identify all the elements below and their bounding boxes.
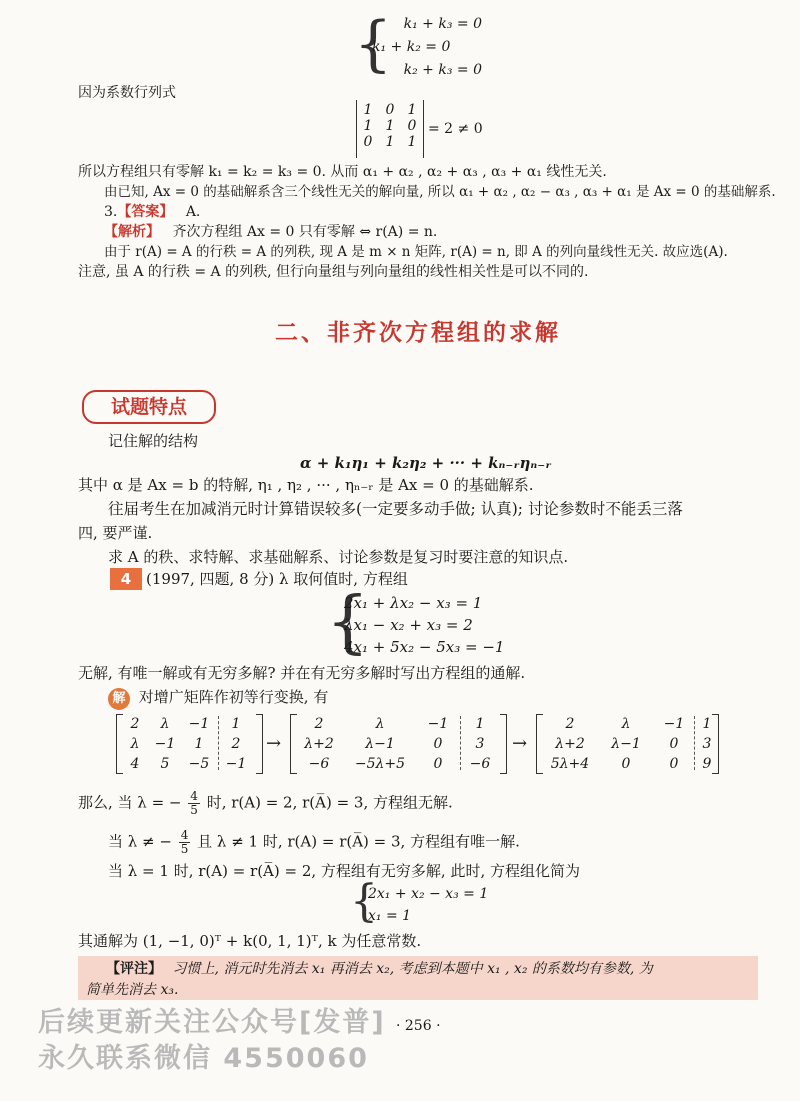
- case-1-suffix: 时, r(A) = 2, r(A̅) = 3, 方程组无解.: [206, 793, 453, 812]
- case-1: [78, 790, 453, 817]
- determinant-result: = 2 ≠ 0: [428, 121, 483, 137]
- solution-icon: 解: [108, 688, 130, 710]
- m3-cell: 3: [702, 736, 712, 752]
- page-number: · 256 ·: [396, 1018, 441, 1034]
- matrix-3: [536, 714, 720, 776]
- top-system-row-2: [372, 37, 482, 57]
- det-cell: 0: [407, 118, 417, 134]
- m1-cell: 5: [160, 756, 170, 772]
- note-box: [78, 956, 758, 1000]
- row-op-arrow-2: →: [512, 733, 528, 754]
- watermark-line-2: 永久联系微信 4550060: [38, 1043, 369, 1074]
- watermark-line-1: 后续更新关注公众号[发普]: [38, 1007, 386, 1038]
- matrix-2-augment-line: [460, 716, 461, 770]
- m2-cell: 0: [433, 756, 443, 772]
- feat-line-3: 往届考生在加减消元时计算错误较多(一定要多动手做; 认真); 讨论参数时不能丢三落: [108, 500, 683, 518]
- q4-after: 无解, 有唯一解或有无穷多解? 并在有无穷多解时写出方程组的通解.: [78, 664, 526, 682]
- det-cell: 1: [363, 118, 373, 134]
- fraction-denominator: 5: [190, 803, 198, 817]
- det-cell: 1: [385, 118, 395, 134]
- matrix-1-augment-line: [218, 716, 219, 770]
- m1-cell: 1: [231, 716, 241, 732]
- matrix-2-grid: [296, 714, 502, 774]
- answer-tag: 【答案】: [117, 204, 174, 220]
- m3-cell: 0: [669, 756, 679, 772]
- m1-cell: λ: [160, 716, 170, 732]
- solution-text: 对增广矩阵作初等行变换, 有: [138, 688, 329, 706]
- q3-analysis: [104, 222, 437, 242]
- analysis-text: 齐次方程组 Ax = 0 只有零解 ⇔ r(A) = n.: [172, 224, 438, 240]
- m2-cell: 3: [475, 736, 485, 752]
- m1-cell: 4: [130, 756, 140, 772]
- m3-cell: 0: [621, 756, 631, 772]
- q4-eq-3: 4x₁ + 5x₂ − 5x₃ = −1: [344, 638, 505, 656]
- q3-line-2: 由于 r(A) = A 的行秩 = A 的列秩, 现 A 是 m × n 矩阵, r(A) = n, 即 A 的列向量线性无关. 故应选(A).: [104, 244, 728, 260]
- fraction-denominator: 5: [180, 842, 189, 856]
- m1-cell: −5: [188, 756, 210, 772]
- m3-cell: λ+2: [555, 736, 585, 752]
- m3-cell: 9: [702, 756, 712, 772]
- case-3: 当 λ = 1 时, r(A) = r(A̅) = 2, 方程组有无穷多解, 此时, 方程组化简为: [108, 862, 581, 880]
- q3-line-3: 注意, 虽 A 的行秩 = A 的列秩, 但行向量组与列向量组的线性相关性是可以不同的.: [78, 264, 589, 280]
- determinant: [356, 100, 424, 158]
- feature-tag-label: 试题特点: [110, 396, 187, 418]
- q4-eq-2: λx₁ − x₂ + x₃ = 2: [344, 616, 473, 634]
- feat-line-2: 其中 α 是 Ax = b 的特解, η₁ , η₂ , ··· , ηₙ₋ᵣ 是 Ax = 0 的基础解系.: [78, 476, 534, 494]
- note-tag: 【评注】: [106, 961, 162, 977]
- m1-cell: −1: [188, 716, 210, 732]
- q4-eq-1: 2x₁ + λx₂ − x₃ = 1: [344, 594, 483, 612]
- top-system-row-3: [372, 60, 482, 80]
- m2-cell: 2: [314, 716, 324, 732]
- answer-value: A.: [185, 204, 201, 220]
- top-system-brace: {: [354, 9, 393, 79]
- matrix-2-right-bracket: [500, 714, 507, 774]
- question-number: 4: [120, 570, 132, 588]
- general-solution: 其通解为 (1, −1, 0)ᵀ + k(0, 1, 1)ᵀ, k 为任意常数.: [78, 932, 422, 950]
- q3-answer: [104, 202, 200, 222]
- line-zero-solution: 所以方程组只有零解 k₁ = k₂ = k₃ = 0. 从而 α₁ + α₂ , α₂ + α₃ , α₃ + α₁ 线性无关.: [78, 164, 607, 180]
- case-1-prefix: 那么, 当 λ = −: [78, 793, 182, 812]
- det-cell: 0: [363, 134, 373, 150]
- feat-formula: α + k₁η₁ + k₂η₂ + ··· + kₙ₋ᵣηₙ₋ᵣ: [300, 454, 552, 472]
- matrix-3-right-bracket: [712, 714, 719, 774]
- section-title: 二、非齐次方程组的求解: [275, 320, 561, 346]
- m3-cell: λ: [621, 716, 631, 732]
- det-cell: 1: [407, 102, 417, 118]
- feat-line-5: 求 A 的秩、求特解、求基础解系、讨论参数是复习时要注意的知识点.: [108, 548, 569, 566]
- m3-cell: 0: [669, 736, 679, 752]
- top-system-row-1: [372, 14, 482, 34]
- reduced-system-brace: {: [350, 876, 378, 927]
- q4-system-brace: {: [326, 583, 370, 662]
- top-system-eq3: k₂ + k₃ = 0: [403, 62, 482, 78]
- m3-cell: λ−1: [611, 736, 641, 752]
- m1-cell: 2: [130, 716, 140, 732]
- m2-cell: 0: [433, 736, 443, 752]
- case-2-fraction: [179, 829, 191, 856]
- m1-cell: −1: [225, 756, 247, 772]
- reduced-eq-1: 2x₁ + x₂ − x₃ = 1: [368, 886, 489, 902]
- det-cell: 1: [407, 134, 417, 150]
- case-2-suffix: 且 λ ≠ 1 时, r(A) = r(A̅) = 3, 方程组有唯一解.: [197, 832, 520, 851]
- feat-line-4: 四, 要严谨.: [78, 524, 153, 542]
- solution-intro: [108, 686, 328, 710]
- det-cell: 0: [385, 102, 395, 118]
- m1-cell: 1: [194, 736, 204, 752]
- m2-cell: λ: [375, 716, 385, 732]
- q3-number: 3.: [104, 204, 118, 220]
- m1-cell: −1: [154, 736, 176, 752]
- analysis-tag: 【解析】: [104, 224, 160, 240]
- m1-cell: λ: [130, 736, 140, 752]
- q4-text: (1997, 四题, 8 分) λ 取何值时, 方程组: [146, 570, 408, 588]
- matrix-1: [116, 714, 264, 776]
- m3-cell: 1: [702, 716, 712, 732]
- det-cell: 1: [363, 102, 373, 118]
- para-determinant-intro: 因为系数行列式: [78, 85, 176, 101]
- case-1-fraction: [188, 790, 200, 817]
- feature-tag: [82, 390, 216, 424]
- note-line-2: 简单先消去 x₃.: [86, 982, 179, 998]
- m2-cell: −5λ+5: [354, 756, 406, 772]
- row-op-arrow-1: →: [266, 733, 282, 754]
- m2-cell: λ+2: [304, 736, 334, 752]
- m3-cell: 5λ+4: [550, 756, 590, 772]
- m2-cell: −1: [427, 716, 449, 732]
- determinant-grid: [357, 100, 423, 150]
- m2-cell: 1: [475, 716, 485, 732]
- question-number-badge: [110, 568, 142, 590]
- matrix-1-right-bracket: [256, 714, 263, 774]
- fraction-numerator: 4: [190, 789, 198, 803]
- fraction-numerator: 4: [180, 828, 189, 842]
- m3-cell: −1: [663, 716, 685, 732]
- note-line-1: [106, 959, 653, 979]
- m3-cell: 2: [565, 716, 575, 732]
- m2-cell: −6: [308, 756, 330, 772]
- line-basis: 由已知, Ax = 0 的基础解系含三个线性无关的解向量, 所以 α₁ + α₂ , α₂ − α₃ , α₃ + α₁ 是 Ax = 0 的基础解系.: [104, 184, 776, 200]
- note-text-1: 习惯上, 消元时先消去 x₁ 再消去 x₂, 考虑到本题中 x₁ , x₂ 的系数均有参数, 为: [172, 961, 653, 977]
- feat-line-1: 记住解的结构: [108, 432, 199, 450]
- top-system-eq1: k₁ + k₃ = 0: [403, 16, 482, 32]
- m2-cell: −6: [469, 756, 491, 772]
- case-2-prefix: 当 λ ≠ −: [108, 832, 172, 851]
- matrix-3-augment-line: [694, 716, 695, 770]
- matrix-1-grid: [122, 714, 256, 774]
- matrix-2: [290, 714, 508, 776]
- top-system-eq2: k₁ + k₂ = 0: [372, 39, 451, 55]
- case-2: [108, 829, 520, 856]
- m2-cell: λ−1: [365, 736, 395, 752]
- reduced-eq-2: x₁ = 1: [368, 908, 412, 924]
- det-cell: 1: [385, 134, 395, 150]
- m1-cell: 2: [231, 736, 241, 752]
